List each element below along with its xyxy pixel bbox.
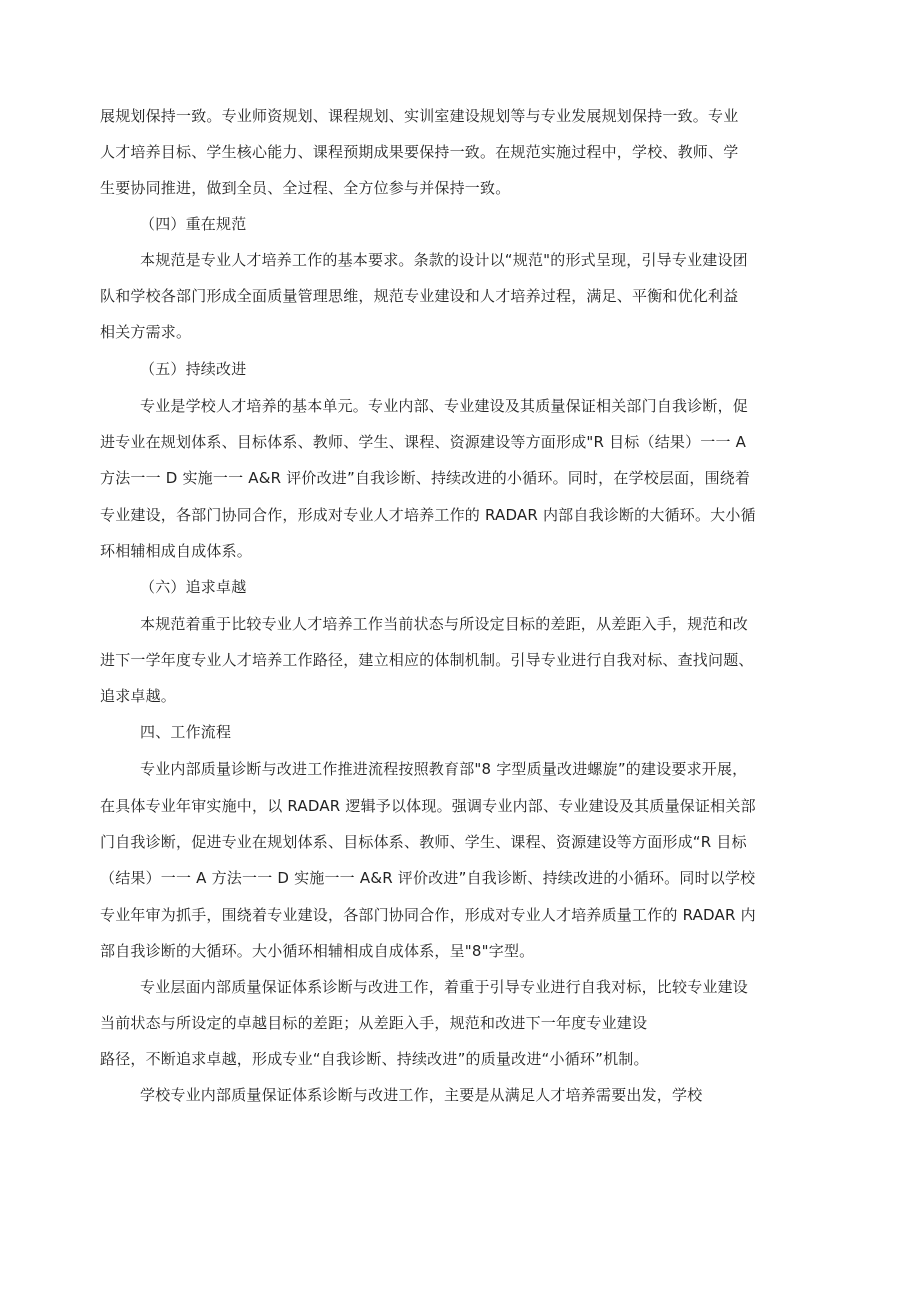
paragraph-line: 路径，不断追求卓越，形成专业“自我诊断、持续改进”的质量改进“小循环”机制。 <box>100 1050 649 1068</box>
paragraph-line: 专业内部质量诊断与改进工作推进流程按照教育部"8 字型质量改进螺旋”的建设要求开展， <box>140 760 748 778</box>
paragraph-line: 人才培养目标、学生核心能力、课程预期成果要保持一致。在规范实施过程中，学校、教师、学 <box>100 143 739 161</box>
paragraph-line: 本规范是专业人才培养工作的基本要求。条款的设计以“规范"的形式呈现，引导专业建设团 <box>140 251 748 269</box>
paragraph-line: 当前状态与所设定的卓越目标的差距；从差距入手，规范和改进下一年度专业建设 <box>100 1014 648 1032</box>
section-heading: （五）持续改进 <box>140 360 247 378</box>
paragraph-line: 方法一一 D 实施一一 A&R 评价改进”自我诊断、持续改进的小循环。同时，在学校层面，围绕着 <box>100 469 751 487</box>
paragraph-line: 专业层面内部质量保证体系诊断与改进工作，着重于引导专业进行自我对标，比较专业建设 <box>140 978 749 996</box>
paragraph-line: 进专业在规划体系、目标体系、教师、学生、课程、资源建设等方面形成"R 目标（结果）一一 A <box>100 433 747 451</box>
paragraph-line: 相关方需求。 <box>100 323 192 341</box>
paragraph-line: 环相辅相成自成体系。 <box>100 542 253 560</box>
paragraph-line: 展规划保持一致。专业师资规划、课程规划、实训室建设规划等与专业发展规划保持一致。专业 <box>100 107 739 125</box>
paragraph-line: 专业是学校人才培养的基本单元。专业内部、专业建设及其质量保证相关部门自我诊断，促 <box>140 397 749 415</box>
section-heading: 四、工作流程 <box>140 723 232 741</box>
section-heading: （四）重在规范 <box>140 215 247 233</box>
paragraph-line: 学校专业内部质量保证体系诊断与改进工作，主要是从满足人才培养需要出发，学校 <box>140 1086 703 1104</box>
paragraph-line: 本规范着重于比较专业人才培养工作当前状态与所设定目标的差距，从差距入手，规范和改 <box>140 615 749 633</box>
paragraph-line: 部自我诊断的大循环。大小循环相辅相成自成体系，呈"8"字型。 <box>100 942 535 960</box>
section-heading: （六）追求卓越 <box>140 578 247 596</box>
paragraph-line: 追求卓越。 <box>100 687 177 705</box>
paragraph-line: 专业建设，各部门协同合作，形成对专业人才培养工作的 RADAR 内部自我诊断的大循环。大小循 <box>100 506 756 524</box>
paragraph-line: 队和学校各部门形成全面质量管理思维，规范专业建设和人才培养过程，满足、平衡和优化利益 <box>100 287 739 305</box>
paragraph-line: 在具体专业年审实施中，以 RADAR 逻辑予以体现。强调专业内部、专业建设及其质量保证相关部 <box>100 797 756 815</box>
paragraph-line: 门自我诊断，促进专业在规划体系、目标体系、教师、学生、课程、资源建设等方面形成“R 目标 <box>100 833 747 851</box>
paragraph-line: 进下一学年度专业人才培养工作路径，建立相应的体制机制。引导专业进行自我对标、查找问题、 <box>100 651 754 669</box>
paragraph-line: 生要协同推进，做到全员、全过程、全方位参与并保持一致。 <box>100 179 511 197</box>
paragraph-line: （结果）一一 A 方法一一 D 实施一一 A&R 评价改进”自我诊断、持续改进的小循环。同时以学校 <box>100 869 756 887</box>
paragraph-line: 专业年审为抓手，围绕着专业建设，各部门协同合作，形成对专业人才培养质量工作的 RADAR 内 <box>100 906 756 924</box>
